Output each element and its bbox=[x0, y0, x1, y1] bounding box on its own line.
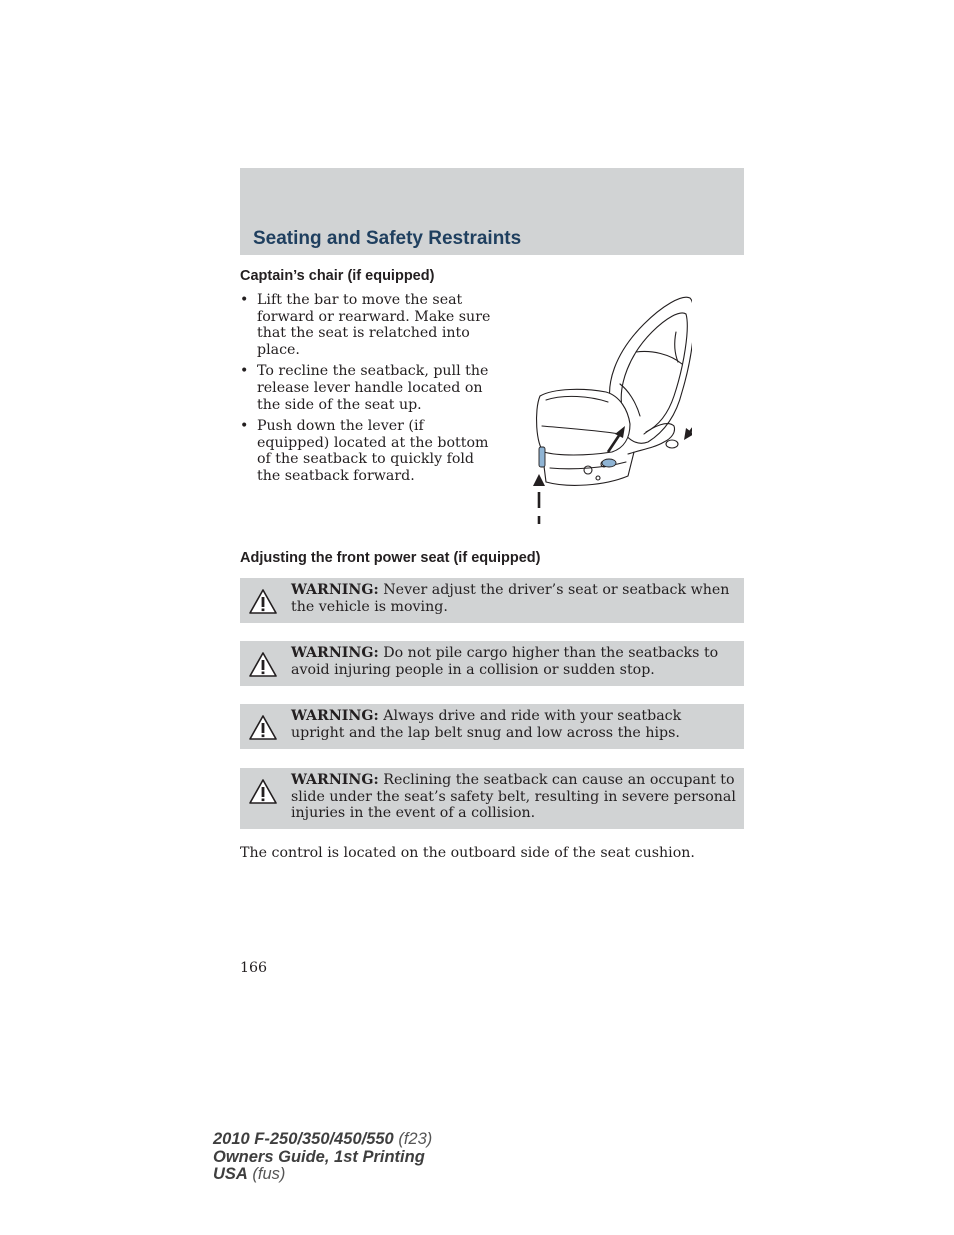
bullet-dot: • bbox=[240, 292, 249, 308]
warning-triangle-icon bbox=[248, 714, 278, 741]
footer-market: USA bbox=[213, 1165, 248, 1183]
footer-line bbox=[213, 1166, 432, 1184]
warning-text: Do not pile cargo higher than the seatbacks to avoid injuring people in a collision or sudden stop. bbox=[291, 645, 719, 678]
footer-market-code: (fus) bbox=[247, 1165, 286, 1183]
bullet-dot: • bbox=[240, 418, 249, 435]
bullet-item bbox=[240, 418, 498, 484]
warning-triangle-icon bbox=[248, 651, 278, 678]
warning-text: Reclining the seatback can cause an occupant to slide under the seat’s safety belt, resulting in severe personal injuries in the event of a collision. bbox=[291, 772, 736, 822]
warning-box bbox=[240, 641, 744, 686]
captains-chair-illustration bbox=[524, 292, 692, 528]
warning-box bbox=[240, 768, 744, 829]
bullet-text: Lift the bar to move the seat forward or rearward. Make sure that the seat is relatched into place. bbox=[257, 292, 491, 358]
warning-text: Never adjust the driver’s seat or seatback when the vehicle is moving. bbox=[291, 582, 730, 615]
captains-chair-heading: Captain’s chair (if equipped) bbox=[240, 268, 435, 284]
footer-line bbox=[213, 1131, 432, 1149]
warning-label: WARNING: bbox=[291, 582, 379, 598]
footer-model: 2010 F-250/350/450/550 bbox=[213, 1130, 394, 1148]
warning-label: WARNING: bbox=[291, 708, 379, 724]
warning-text: Always drive and ride with your seatback upright and the lap belt snug and low across the hips. bbox=[291, 708, 682, 741]
warning-label: WARNING: bbox=[291, 772, 379, 788]
power-seat-heading: Adjusting the front power seat (if equipped) bbox=[240, 550, 541, 566]
bullet-dot: • bbox=[240, 363, 249, 380]
page-number: 166 bbox=[240, 960, 268, 976]
footer-model-code: (f23) bbox=[393, 1130, 433, 1148]
bullet-text: To recline the seatback, pull the release lever handle located on the side of the seat up. bbox=[257, 363, 489, 413]
bullet-text: Push down the lever (if equipped) located at the bottom of the seatback to quickly fold the seatback forward. bbox=[257, 418, 489, 484]
footer-block bbox=[213, 1131, 432, 1184]
footer-printing: Owners Guide, 1st Printing bbox=[213, 1147, 425, 1166]
warning-box bbox=[240, 704, 744, 749]
bullet-item bbox=[240, 292, 498, 358]
warning-triangle-icon bbox=[248, 588, 278, 615]
captains-chair-bullets bbox=[240, 292, 498, 490]
warning-label: WARNING: bbox=[291, 645, 379, 661]
bullet-item bbox=[240, 363, 498, 413]
control-location-text: The control is located on the outboard side of the seat cushion. bbox=[240, 845, 695, 861]
section-title: Seating and Safety Restraints bbox=[253, 228, 522, 249]
warning-box bbox=[240, 578, 744, 623]
warning-triangle-icon bbox=[248, 778, 278, 805]
